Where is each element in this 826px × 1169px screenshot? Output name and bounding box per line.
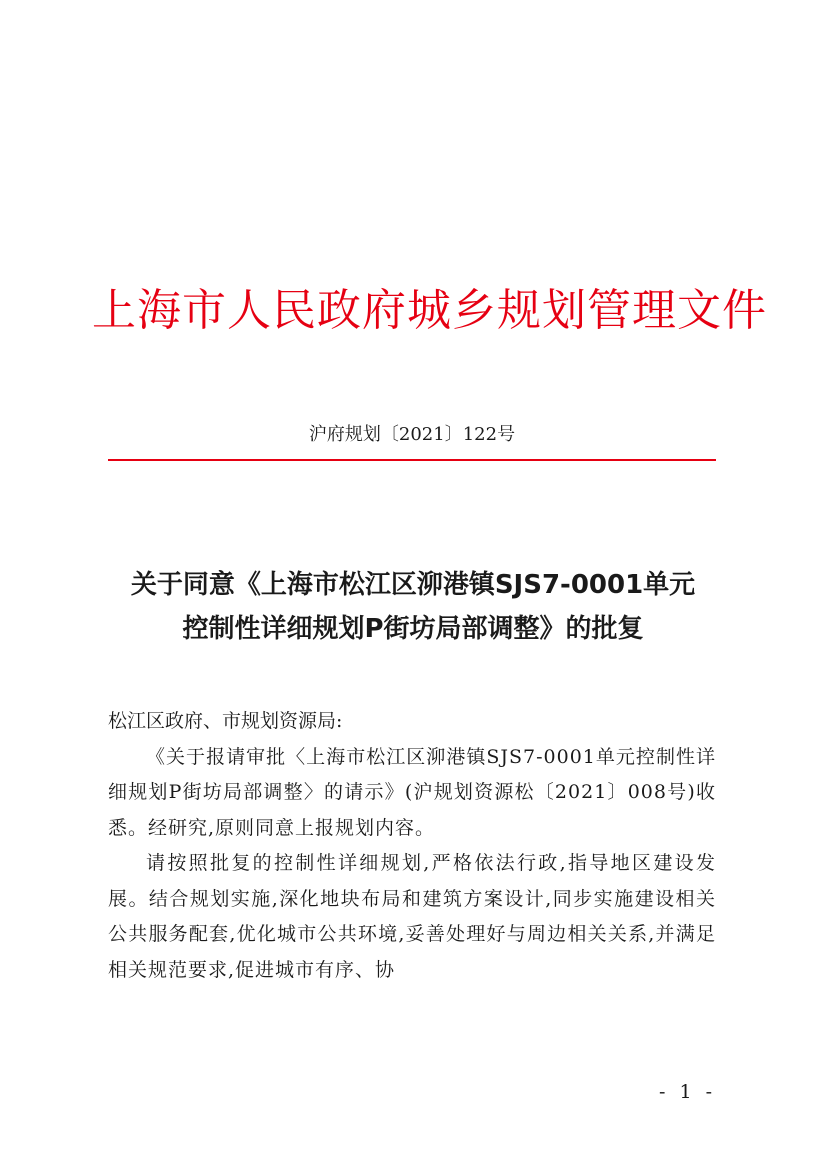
page-number: - 1 - bbox=[658, 1081, 716, 1103]
salutation: 松江区政府、市规划资源局: bbox=[108, 710, 343, 732]
document-title bbox=[100, 563, 726, 651]
document-masthead: 上海市人民政府城乡规划管理文件 bbox=[92, 285, 767, 336]
document-body bbox=[108, 704, 716, 988]
document-title-line-2: 控制性详细规划P街坊局部调整》的批复 bbox=[182, 614, 644, 644]
body-paragraph-2: 请按照批复的控制性详细规划,严格依法行政,指导地区建设发展。结合规划实施,深化地块布局和建筑方案设计,同步实施建设相关公共服务配套,优化城市公共环境,妥善处理好与周边相关关系,并满足相关规范要求,促进城市有序、协 bbox=[108, 852, 716, 981]
body-paragraph-1: 《关于报请审批〈上海市松江区泖港镇SJS7-0001单元控制性详细规划P街坊局部调整〉的请示》(沪规划资源松〔2021〕008号)收悉。经研究,原则同意上报规划内容。 bbox=[108, 745, 716, 839]
document-number: 沪府规划〔2021〕122号 bbox=[308, 424, 516, 445]
document-title-line-1: 关于同意《上海市松江区泖港镇SJS7-0001单元 bbox=[130, 570, 696, 600]
red-separator-line bbox=[108, 459, 716, 461]
